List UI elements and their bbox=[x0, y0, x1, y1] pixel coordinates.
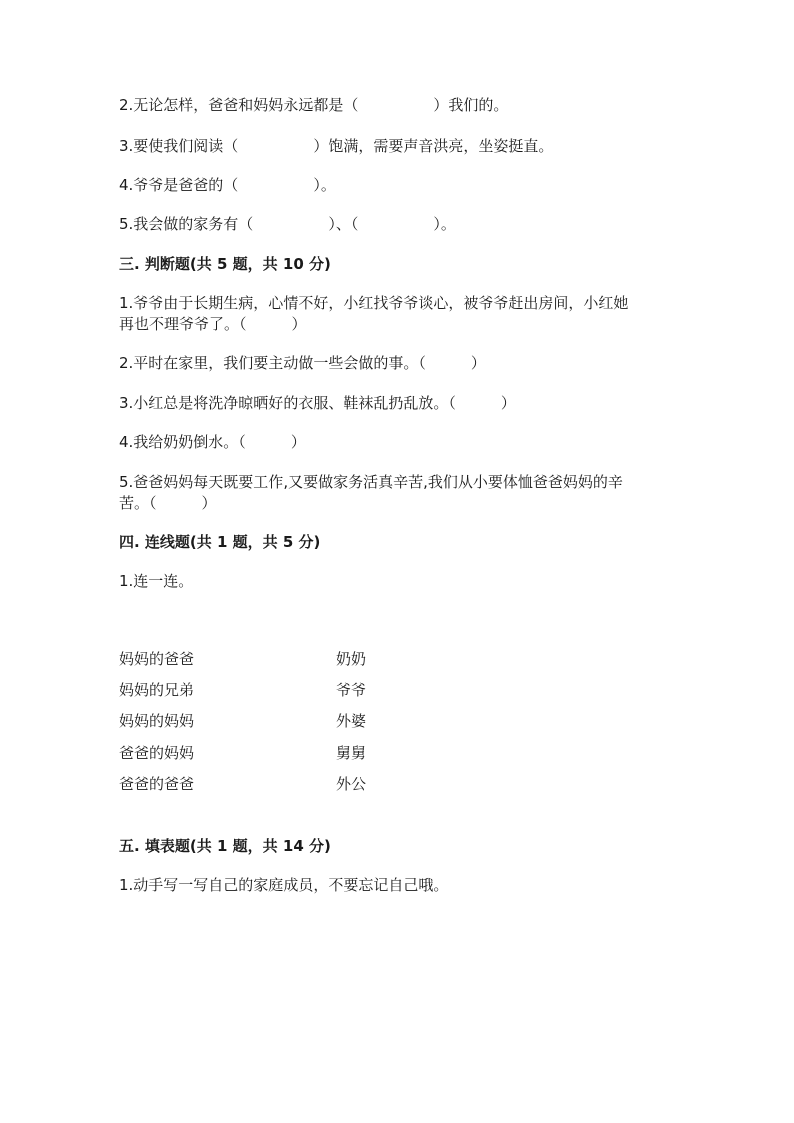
question-fill-3: 3.要使我们阅读（ ）饱满，需要声音洪亮，坐姿挺直。 bbox=[119, 137, 554, 155]
question-judge-1-line2: 再也不理爷爷了。（ ） bbox=[119, 315, 307, 333]
match-left-item: 妈妈的妈妈 bbox=[119, 712, 195, 730]
question-judge-1-line1: 1.爷爷由于长期生病，心情不好，小红找爷爷谈心，被爷爷赶出房间，小红她 bbox=[119, 294, 629, 312]
question-fill-2: 2.无论怎样，爸爸和妈妈永远都是（ ）我们的。 bbox=[119, 96, 509, 114]
section-heading-matching: 四. 连线题(共 1 题，共 5 分) bbox=[119, 533, 321, 551]
question-table-1: 1.动手写一写自己的家庭成员，不要忘记自己哦。 bbox=[119, 876, 449, 894]
question-judge-5-line1: 5.爸爸妈妈每天既要工作,又要做家务活真辛苦,我们从小要体恤爸爸妈妈的辛 bbox=[119, 473, 623, 491]
match-right-item: 外公 bbox=[336, 775, 367, 793]
question-judge-3: 3.小红总是将洗净晾晒好的衣服、鞋袜乱扔乱放。（ ） bbox=[119, 394, 516, 412]
match-left-item: 妈妈的爸爸 bbox=[119, 650, 195, 668]
match-left-item: 爸爸的妈妈 bbox=[119, 744, 195, 762]
question-match-1: 1.连一连。 bbox=[119, 572, 194, 590]
question-fill-5: 5.我会做的家务有（ ）、（ ）。 bbox=[119, 215, 456, 233]
match-right-item: 奶奶 bbox=[336, 650, 367, 668]
question-fill-4: 4.爷爷是爸爸的（ ）。 bbox=[119, 176, 336, 194]
match-right-item: 爷爷 bbox=[336, 681, 367, 699]
question-judge-4: 4.我给奶奶倒水。（ ） bbox=[119, 433, 306, 451]
question-judge-5-line2: 苦。（ ） bbox=[119, 494, 217, 512]
match-left-item: 爸爸的爸爸 bbox=[119, 775, 195, 793]
match-right-item: 舅舅 bbox=[336, 744, 367, 762]
match-right-item: 外婆 bbox=[336, 712, 367, 730]
section-heading-table: 五. 填表题(共 1 题，共 14 分) bbox=[119, 837, 331, 855]
match-left-item: 妈妈的兄弟 bbox=[119, 681, 195, 699]
question-judge-2: 2.平时在家里，我们要主动做一些会做的事。（ ） bbox=[119, 354, 486, 372]
section-heading-judgement: 三. 判断题(共 5 题，共 10 分) bbox=[119, 255, 331, 273]
